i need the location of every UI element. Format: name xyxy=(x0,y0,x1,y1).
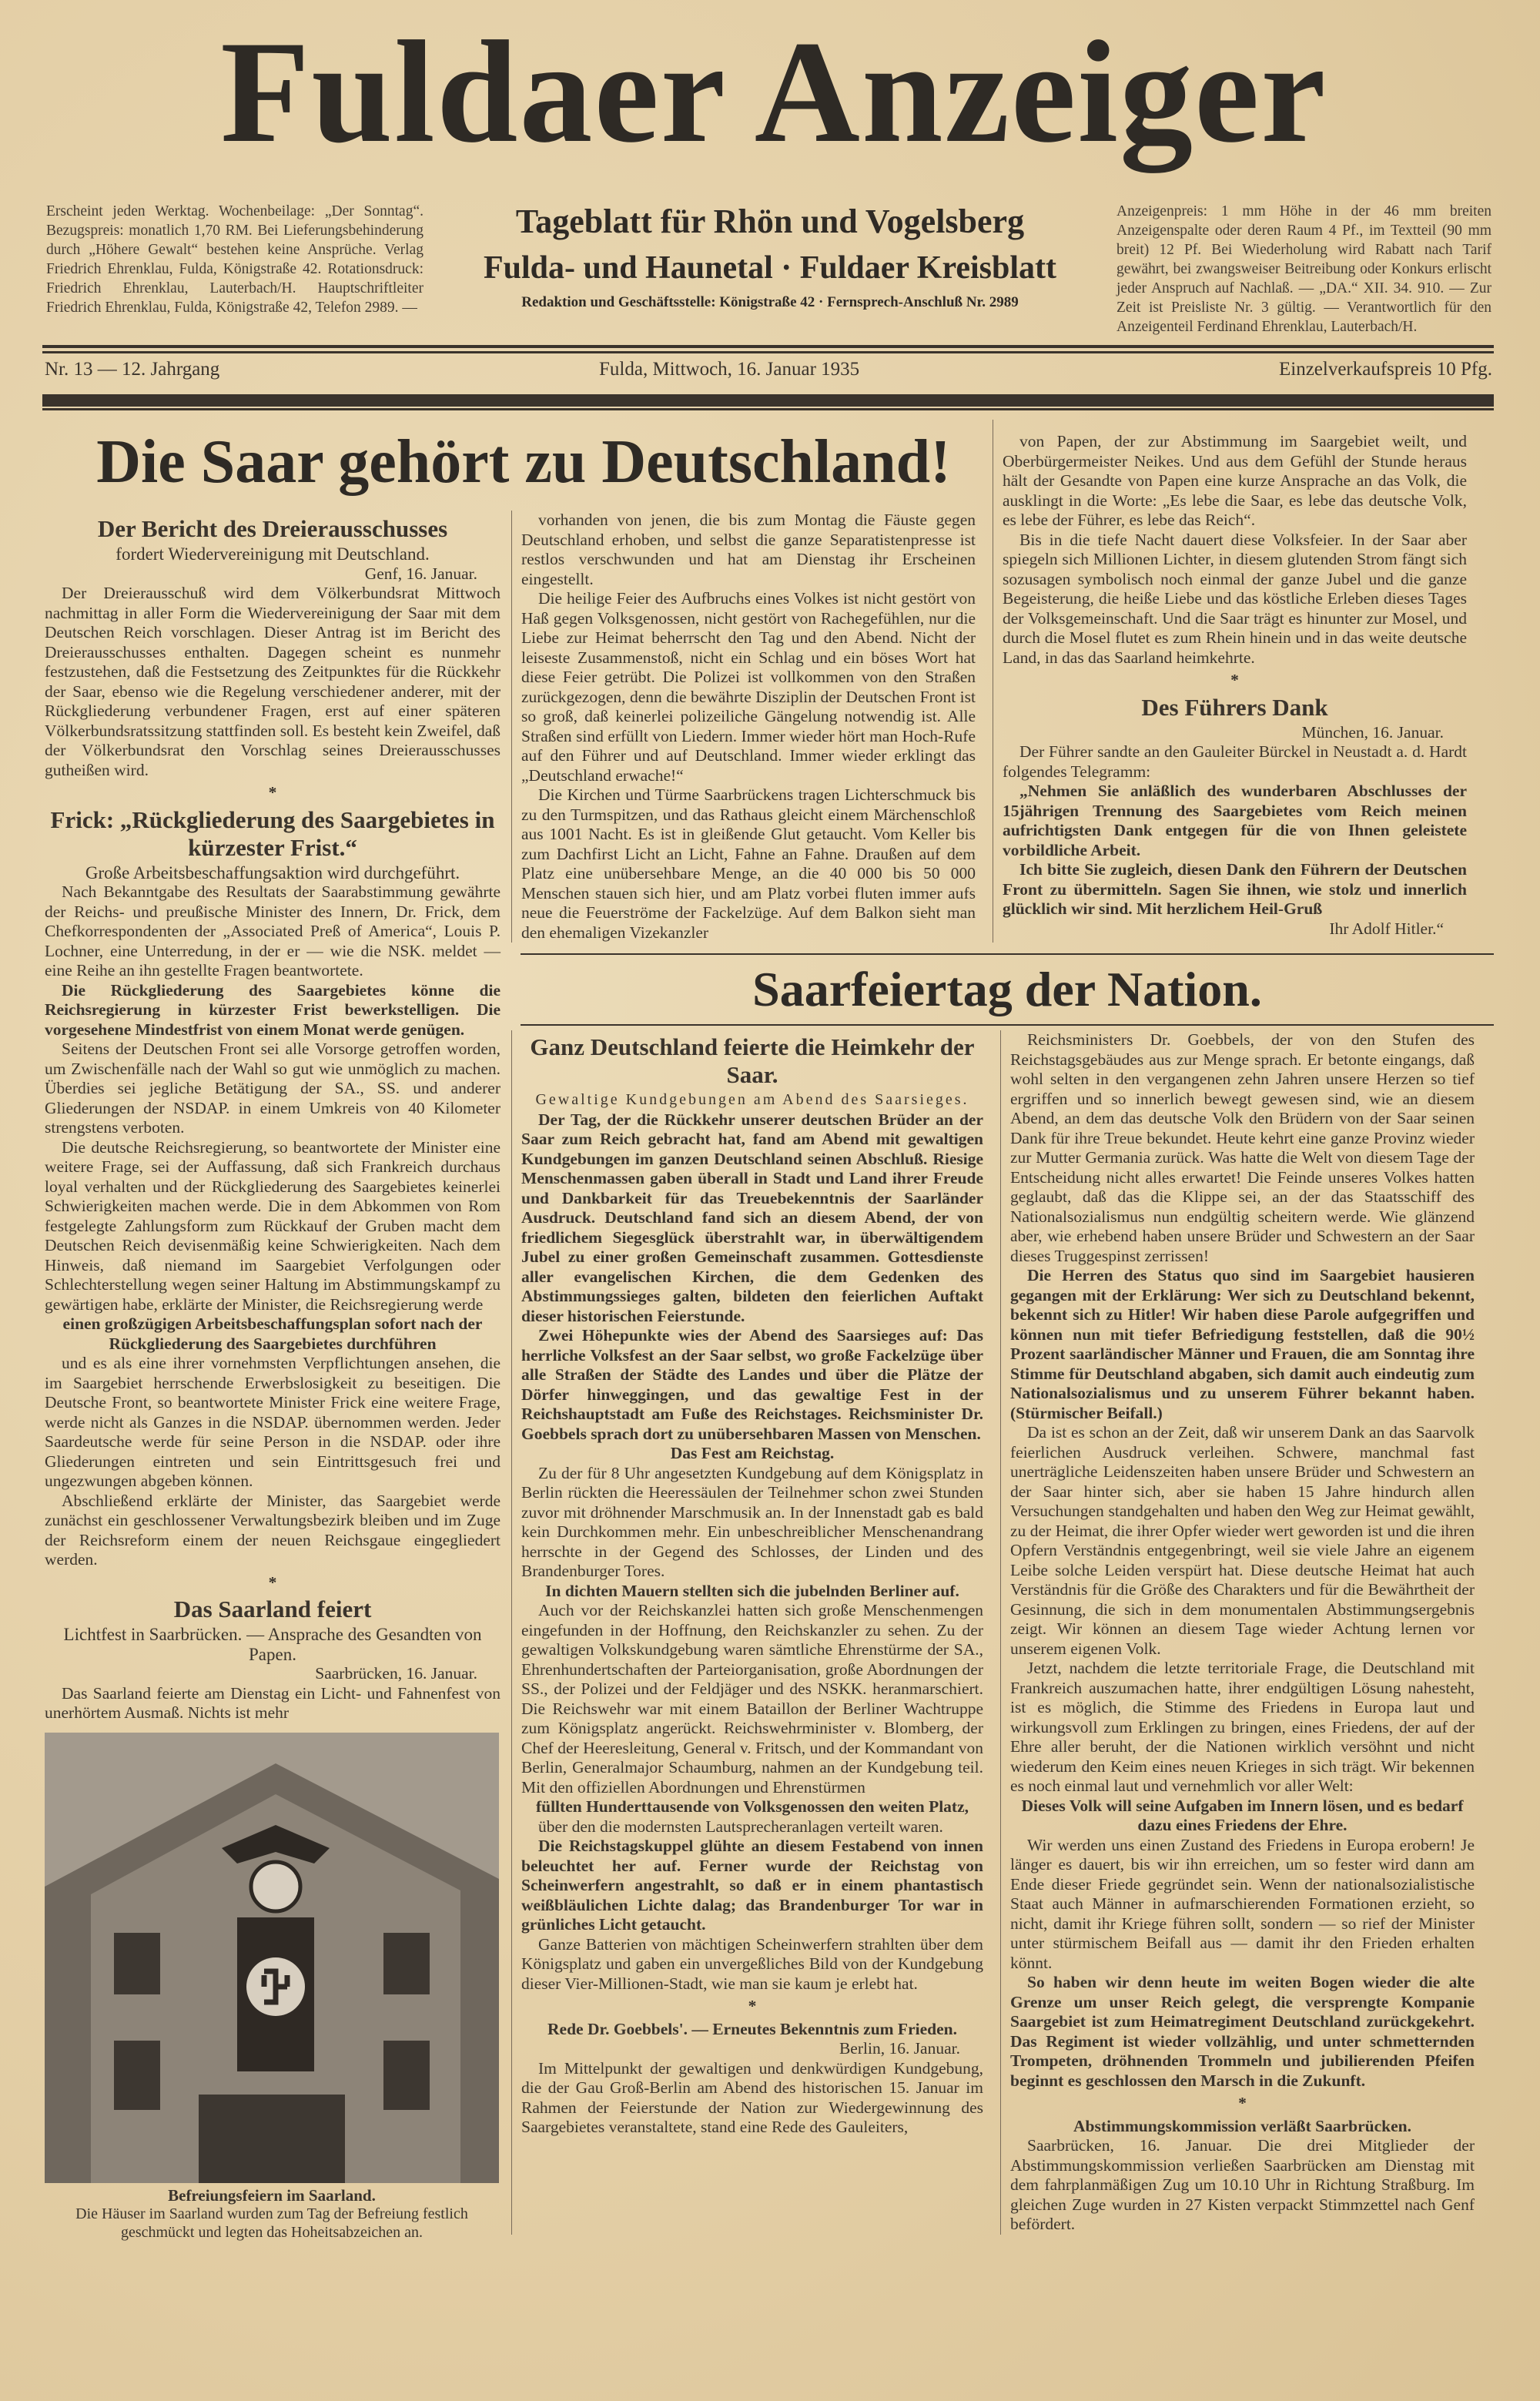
left-column-area xyxy=(45,512,500,2242)
article-paragraph: Abschließend erklärte der Minister, das Saargebiet werde zunächst ein geschlossener Verwaltungsbezirk bleiben und im Zuge der Reichsreform einem der neuen Reichsgaue eingegliedert werden. xyxy=(45,1491,500,1569)
article-column-right-top xyxy=(993,420,1467,943)
article-paragraph: Zu der für 8 Uhr angesetzten Kundgebung auf dem Königsplatz in Berlin rückten die Heeressäulen der Teilnehmer schon zwei Stunden zuvor mit dröhnender Marschmusik an. In der Innenstadt gab es bald kein Durchkommen mehr. Ein unbeschreiblicher Menschenandrang herrschte in der Gegend des Schlosses, der Linden und des Brandenburger Tores. xyxy=(521,1463,983,1580)
article-column-left xyxy=(45,512,500,1723)
article-emphasis-line: Das Fest am Reichstag. xyxy=(670,1444,835,1462)
article-dateline: Saarbrücken, 16. Januar. xyxy=(315,1664,477,1683)
masthead-subtitle xyxy=(431,199,1109,314)
article-subheading: Große Arbeitsbeschaffungsaktion wird durchgeführt. xyxy=(85,862,460,882)
section-separator: * xyxy=(268,1572,277,1592)
article-paragraph: Nach Bekanntgabe des Resultats der Saarabstimmung gewährte der Reichs- und preußische Minister des Innern, Dr. Frick, dem Chefkorrespondenten der „Associated Preß of America“, Louis P. Lochner, eine Unterredung, in der er — wie die NSK. meldet — eine Reihe an ihn gestellte Fragen beantwortete. xyxy=(45,882,500,979)
article-paragraph: von Papen, der zur Abstimmung im Saargebiet weilt, und Oberbürgermeister Neikes. Und aus dem Gefühl der Stunde heraus hält der Gesandte von Papen eine kurze Ansprache an das Volk, die ausklingt in die Worte: „Es lebe die Saar, es lebe das deutsche Volk, es lebe der Führer, es lebe das Reich“. xyxy=(1003,432,1467,529)
divider xyxy=(42,408,1494,410)
article-paragraph: Die deutsche Reichsregierung, so beantwortete der Minister eine weitere Frage, sei der Auffassung, daß sich Frankreich durchaus loyal verhalten und der Rückgliederung des Saargebietes keinerlei Schwierigkeiten machen werde. Die in dem Abkommen von Rom festgelegte Zahlungsform zum Rückkauf der Gruben macht dem Deutschen Reich devisenmäßig keine Schwierigkeiten. Nach dem Hinweis, daß niemand im Saargebiet Verfolgungen oder Schlechterstellung wegen seiner Haltung im Abstimmungskampf zu gewärtigen habe, erklärte der Minister, die Reichsregierung werde xyxy=(45,1137,500,1314)
article-subheading: Gewaltige Kundgebungen am Abend des Saarsieges. xyxy=(535,1091,969,1108)
article-headline: Der Bericht des Dreierausschusses xyxy=(97,515,448,542)
publisher-info: Erscheint jeden Werktag. Wochenbeilage: „Der Sonntag“. Bezugspreis: monatlich 1,70 RM. Bei Lieferungsbehinderung durch „Höhere Gewalt“ bestehen keine Ansprüche. Verlag Friedrich Ehrenklau, Fulda, Königstraße 42. Rotationsdruck: Friedrich Ehrenklau, Lauterbach/H. Hauptschriftleiter Friedrich Ehrenklau, Fulda, Königstraße 42, Telefon 2989. — xyxy=(46,203,424,316)
article-paragraph: Die Kirchen und Türme Saarbrückens tragen Lichterschmuck bis zu den Turmspitzen, und das Rathaus gleicht einem Märchenschloß aus 1001 Nacht. Es ist in gleißende Glut getaucht. Vom Keller bis zum Dachfirst Licht an Licht, Fahne an Fahne. Draußen auf dem Platz eine unübersehbare Menge, an die 40 000 bis 50 000 Menschen stauen sich hier, und am Platz vorbei fluten immer aufs neue die Feuerströme der Fackelzüge. Auf dem Balkon sieht man den ehemaligen Vizekanzler xyxy=(521,785,976,942)
article-headline: Das Saarland feiert xyxy=(173,1596,372,1622)
article-paragraph-bold: Die Reichstagskuppel glühte an diesem Festabend von innen beleuchtet her auf. Ferner wurde der Reichstag von Scheinwerfern angestrahlt, so daß er in einem phantastisch weißbläulichen Lichte dalag; das Brandenburger Tor war in grünliches Licht getaucht. xyxy=(521,1837,983,1934)
article-subheading: Lichtfest in Saarbrücken. — Ansprache des Gesandten von Papen. xyxy=(63,1625,482,1664)
article-headline: Frick: „Rückgliederung des Saargebietes in kürzester Frist.“ xyxy=(50,805,495,861)
subtitle-line-2: Fulda- und Haunetal · Fuldaer Kreisblatt xyxy=(483,250,1057,286)
newspaper-masthead: Fuldaer Anzeiger xyxy=(220,12,1327,173)
article-paragraph-bold: Die Rückgliederung des Saargebietes könne die Reichsregierung in kürzester Frist bewerkstelligen. Die vorgesehene Mindestfrist von einem Monat werde genügen. xyxy=(45,980,500,1039)
secondary-headline: Saarfeiertag der Nation. xyxy=(752,962,1262,1016)
article-headline: Ganz Deutschland feierte die Heimkehr der Saar. xyxy=(530,1033,975,1088)
section-separator: * xyxy=(268,783,277,802)
article-emphasis-line: Dieses Volk will seine Aufgaben im Innern lösen, und es bedarf dazu eines Friedens der Ehre. xyxy=(1021,1796,1464,1834)
right-columns-area xyxy=(511,420,1494,2235)
article-emphasis-line: Abstimmungskommission verläßt Saarbrücken. xyxy=(1073,2116,1411,2135)
article-paragraph: Der Führer sandte an den Gauleiter Bürckel in Neustadt a. d. Hardt folgendes Telegramm: xyxy=(1003,742,1467,781)
article-dateline: Berlin, 16. Januar. xyxy=(839,2039,960,2058)
article-column-middle-bottom xyxy=(511,1030,993,2235)
article-dateline: München, 16. Januar. xyxy=(1301,722,1444,742)
dateline xyxy=(45,359,1492,385)
building-with-flags-image xyxy=(45,1733,499,2183)
article-paragraph-bold: Ich bitte Sie zugleich, diesen Dank den Führern der Deutschen Front zu übermitteln. Sagen Sie ihnen, wie stolz und innerlich glücklich wir sind. Mit herzlichem Heil-Gruß xyxy=(1003,860,1467,918)
photo-caption-title: Befreiungsfeiern im Saarland. xyxy=(168,2185,376,2205)
article-paragraph-bold: Der Tag, der die Rückkehr unserer deutschen Brüder an der Saar zum Reich gebracht hat, fand am Abend mit gewaltigen Kundgebungen im ganzen Deutschland seinen Abschluß. Riesige Menschenmassen gaben überall in Stadt und Land ihrer Freude und Dankbarkeit für das Treuebekenntnis der Saarländer Ausdruck. Deutschland fand sich an diesem Abend, der von friedlichem Siegesglück überstrahlt war, in überwältigendem Jubel zu einer großen Gemeinschaft zusammen. Gottesdienste aller evangelischen Kirchen, die dem Gedenken des Abstimmungssieges galten, bildeten den feierlichen Auftakt dieser historischen Feierstunde. xyxy=(521,1110,983,1325)
editorial-address: Redaktion und Geschäftsstelle: Königstraße 42 · Fernsprech-Anschluß Nr. 2989 xyxy=(521,294,1019,310)
article-dateline: Genf, 16. Januar. xyxy=(364,564,477,583)
article-paragraph: Saarbrücken, 16. Januar. Die drei Mitglieder der Abstimmungskommission verließen Saarbrücken am Dienstag mit dem fahrplanmäßigen Zug um 10.10 Uhr in Richtung Straßburg. Im gleichen Zuge wurden in 27 Kisten verpackt Stimmzettel nach Genf befördert. xyxy=(1010,2136,1475,2233)
secondary-headline-block xyxy=(521,953,1494,1026)
news-photo xyxy=(45,1733,499,2183)
article-headline: Des Führers Dank xyxy=(1141,693,1328,721)
article-paragraph: Ganze Batterien von mächtigen Scheinwerfern strahlten über dem Königsplatz und gaben ein unvergeßliches Bild von der Kundgebung dieser Vier-Millionen-Stadt, wie man sie kaum je erlebt hat. xyxy=(521,1934,983,1993)
issue-price: Einzelverkaufspreis 10 Pfg. xyxy=(1278,359,1492,380)
divider xyxy=(42,345,1494,348)
article-emphasis-line: In dichten Mauern stellten sich die jubelnden Berliner auf. xyxy=(545,1581,959,1600)
divider xyxy=(42,351,1494,353)
article-paragraph: Wir werden uns einen Zustand des Friedens in Europa erobern! Je länger es dauert, bis wir ihn erreichen, um so fester wird dann am Ende dieser Friede gegründet sein. Wenn der nationalsozialistische Staat auch Männer in aufmarschierenden Formationen erzieht, so nicht, damit ihr Kriege führen sollt, sondern — so rief der Minister unter stürmischem Beifall aus — damit ihr den Frieden erhalten könnt. xyxy=(1010,1835,1475,1972)
article-paragraph-bold: Die Herren des Status quo sind im Saargebiet hausieren gegangen mit der Erklärung: Wer sich zu Deutschland bekennt, bekennt sich zu Hitler! Wir haben diese Parole aufgegriffen und können nun mit tiefer Befriedigung feststellen, daß die 90½ Prozent saarländischer Männer und Frauen, die am Sonntag ihre Stimme für Deutschland abgaben, sich damit auch eindeutig zum Nationalsozialismus und zu unserem Führer bekannt haben. (Stürmischer Beifall.) xyxy=(1010,1266,1475,1422)
article-paragraph-bold: So haben wir denn heute im weiten Bogen wieder die alte Grenze um unser Reich gelegt, die versprengte Kompanie Saargebiet ist zum Heimatregiment Deutschland zurückgekehrt. Das Regiment ist wieder vollzählig, und unter schmetternden Trompeten, dröhnenden Trommeln und jubilierenden Pfeifen beginnt es geschlossen den Marsch in die Zukunft. xyxy=(1010,1973,1475,2090)
article-paragraph: Der Dreierausschuß wird dem Völkerbundsrat Mittwoch nachmittag in aller Form die Wiedervereinigung der Saar mit dem Deutschen Reich vorschlagen. Dieser Antrag ist im Bericht des Dreierausschusses enthalten. Dagegen scheint es nunmehr festzustehen, daß die Festsetzung des Zeitpunktes für die Rückkehr der Saar, ebenso wie die Regelung verschiedener anderer, mit der Rückgliederung verbundener Fragen, erst auf einer späteren Völkerbundsratssitzung stattfinden soll. Es besteht kein Zweifel, daß der Völkerbundsrat den Vorschlag seines Dreierausschusses gutheißen wird. xyxy=(45,584,500,779)
article-paragraph-bold: „Nehmen Sie anläßlich des wunderbaren Abschlusses der 15jährigen Trennung des Saargebietes vom Reich meinen aufrichtigsten Dank entgegen für die von Ihnen geleistete vorbildliche Arbeit. xyxy=(1003,782,1467,859)
article-paragraph: Die heilige Feier des Aufbruchs eines Volkes ist nicht gestört von Haß gegen Volksgenossen, nicht gestört von Rachegefühlen, nur die Liebe zur Heimat beherrscht den Tag und den Abend. Nicht der leiseste Zusammenstoß, nicht ein Schlag und ein böses Wort hat diese Feier getrübt. Die Polizei ist vollkommen von den Straßen zurückgezogen, denn die bewährte Disziplin der Deutschen Front ist so groß, daß keinerlei polizeiliche Gängelung notwendig ist. Alle Straßen sind erfüllt von Liedern. Immer wieder hört man Hoch-Rufe auf den Führer und auf Deutschland. Immer wieder erklingt das „Deutschland erwache!“ xyxy=(521,589,976,785)
upper-columns xyxy=(511,420,1494,943)
subtitle-line-1: Tageblatt für Rhön und Vogelsberg xyxy=(515,203,1025,240)
main-headline: Die Saar gehört zu Deutschland! xyxy=(96,428,951,496)
issue-date: Fulda, Mittwoch, 16. Januar 1935 xyxy=(599,359,860,380)
section-separator: * xyxy=(1230,671,1239,689)
article-paragraph: Reichsministers Dr. Goebbels, der von den Stufen des Reichstagsgebäudes aus zur Menge sprach. Er betonte eingangs, daß wohl selten in den vergangenen zehn Jahren unsere Herzen so tief ergriffen und so innerlich bewegt gewesen sind, wie an diesem Abend, an dem das deutsche Volk den Brüdern von der Saar seinen Dank für ihre Treue bekundet. Heute kehrt eine ganze Provinz wieder zur Mutter Germania zurück. Was hatte die Welt von diesem Tage der Entscheidung nicht alles erwartet! Die Feinde unseres Volkes hatten geglaubt, daß das die Klippe sei, an der das Staatsschiff des Nationalsozialismus nun endgültig scheitern werde. Wie glänzend aber, wie erhebend haben unsere Brüder und Schwestern an der Saar dieses Truggespinst zerrissen! xyxy=(1010,1030,1475,1265)
article-column-right-bottom xyxy=(1000,1030,1475,2235)
article-paragraph: Das Saarland feierte am Dienstag ein Licht- und Fahnenfest von unerhörtem Ausmaß. Nichts ist mehr xyxy=(45,1683,500,1722)
article-paragraph: über den die modernsten Lautsprecheranlagen verteilt waren. xyxy=(538,1817,943,1836)
article-paragraph: vorhanden von jenen, die bis zum Montag die Fäuste gegen Deutschland erhoben, und selbst die ganze Separatistenpresse ist restlos verschwunden und hat am Dienstag ihr Erscheinen eingestellt. xyxy=(521,511,976,588)
article-paragraph: Bis in die tiefe Nacht dauert diese Volksfeier. In der Saar aber spiegeln sich Millionen Lichter, in diesem glutenden Strom fängt sich sozusagen symbolisch noch einmal der ganze Jubel und die ganze Begeisterung, die heiße Liebe und das köstliche Erleben dieses Tages der Volksgemeinschaft. Und die Saar trägt es hinunter zur Mosel, und durch die Mosel flutet es zum Rhein hinein und in das weite deutsche Land, in das das Saarland heimkehrte. xyxy=(1003,530,1467,667)
article-emphasis-line: füllten Hunderttausende von Volksgenossen den weiten Platz, xyxy=(535,1797,969,1816)
divider xyxy=(42,394,1494,407)
article-paragraph: Auch vor der Reichskanzlei hatten sich große Menschenmengen eingefunden in der Hoffnung, den Reichskanzler zu sehen. Zu der gewaltigen Volkskundgebung waren sämtliche Ehrenstürme der SA., Ehrenhundertschaften der Parteiorganisation, große Abordnungen der SS., der Polizei und der Feldjäger und des NSKK. heranmarschiert. Die Reichswehr war mit einem Bataillon der Berliner Wachtruppe zum Königsplatz angerückt. Reichswehrminister v. Blomberg, der Chef der Heeresleitung, General v. Fritsch, und der Kommandant von Berlin, Generalmajor Schaumburg, nahmen an der Kundgebung teil. Mit den offiziellen Abordnungen und Ehrenstürmen xyxy=(521,1601,983,1797)
article-paragraph: Seitens der Deutschen Front sei alle Vorsorge getroffen worden, um Zwischenfälle nach der Wahl so gut wie unmöglich zu machen. Überdies sei jegliche Betätigung der SA., SS. und anderer Gliederungen der NSDAP. in einem Umkreis von 40 Kilometer strengstens verboten. xyxy=(45,1040,500,1137)
article-emphasis-line: Rede Dr. Goebbels'. — Erneutes Bekenntnis zum Frieden. xyxy=(547,2019,957,2038)
lower-columns xyxy=(511,1030,1494,2235)
article-paragraph-bold: Zwei Höhepunkte wies der Abend des Saarsieges auf: Das herrliche Volksfest an der Saar selbst, wo große Fackelzüge über alle Straßen der Städte des Landes und über die Plätze der Dörfer hinweggingen, und das gewaltige Fest in der Reichshauptstadt am Fuße des Reichstages. Reichsminister Dr. Goebbels sprach dort zu unübersehbaren Massen von Menschen. xyxy=(521,1326,983,1443)
article-column-middle-top xyxy=(511,511,985,943)
article-paragraph: Im Mittelpunkt der gewaltigen und denkwürdigen Kundgebung, die der Gau Groß-Berlin am Abend des historischen 15. Januar im Rahmen der Feierstunde der Nation zur Wiedergewinnung des Saargebietes veranstaltete, stand eine Rede des Gauleiters, xyxy=(521,2058,983,2136)
article-paragraph: und es als eine ihrer vornehmsten Verpflichtungen ansehen, die im Saargebiet herrschende Erwerbslosigkeit zu beseitigen. Die Deutsche Front, so beantwortete Minister Frick eine weitere Frage, werde nicht als Ganzes in die NSDAP. übernommen werden. Jeder Saardeutsche werde für seine Person in die NSDAP. oder ihre Gliederungen eintreten und sein Eintrittsgesuch frei und ungezwungen abgeben können. xyxy=(45,1354,500,1490)
article-emphasis-line: einen großzügigen Arbeitsbeschaffungsplan sofort nach der Rückgliederung des Saargebietes durchführen xyxy=(62,1314,483,1353)
photo-caption xyxy=(45,2186,499,2242)
article-paragraph: Jetzt, nachdem die letzte territoriale Frage, die Deutschland mit Frankreich auszumachen hatte, ihrer endgültigen Lösung nahesteht, ist es möglich, die Stimme des Friedens in Europa laut und wirkungsvoll zum Erklingen zu bringen, eines Friedens, der auf der Ehre aller beruht, der die Nationen wirklich versöhnt und nicht wiederum den Keim eines neuen Krieges in sich trägt. Wir bekennen es noch einmal laut und vernehmlich vor aller Welt: xyxy=(1010,1659,1475,1795)
article-dateline: Ihr Adolf Hitler.“ xyxy=(1329,919,1444,938)
photo-caption-text: Die Häuser im Saarland wurden zum Tag der Befreiung festlich geschmückt und legten das Hoheitsabzeichen an. xyxy=(75,2205,468,2241)
section-separator: * xyxy=(1238,2094,1247,2112)
issue-number: Nr. 13 — 12. Jahrgang xyxy=(45,359,220,380)
article-paragraph: Da ist es schon an der Zeit, daß wir unserem Dank an das Saarvolk feierlichen Ausdruck verleihen. Schwere, manchmal fast unerträgliche Leidenszeiten haben unsere Brüder und Schwestern an der Saar hinter sich, aber sie haben 15 Jahre hindurch allen Versuchungen standgehalten und haben den Weg zur Heimat gewählt, zu der Heimat, die ihrer Opfer wieder wert geworden ist und die ihren Opfern Verständnis entgegenbringt, weil sie viele Jahre an eigenem Leibe solche Leiden verspürt hat. Diese deutsche Heimat hat auch Verständnis für die Größe des Charakters und für die Bewährtheit der Gesinnung, die sich in dem monumentalen Abstimmungsergebnis zeigt. Wir können an diesem Tage wieder Achtung lernen vor unserem eigenen Volk. xyxy=(1010,1423,1475,1658)
section-separator: * xyxy=(748,1997,757,2015)
advertising-info: Anzeigenpreis: 1 mm Höhe in der 46 mm breiten Anzeigenspalte oder deren Raum 4 Pf., im Textteil (90 mm breit) 12 Pf. Bei Wiederholung wird Rabatt nach Tarif gewährt, bei zwangsweiser Beitreibung oder Konkurs erlischt jeder Anspruch auf Nachlaß. — „DA.“ XII. 34. 910. — Zur Zeit ist Preisliste Nr. 3 gültig. — Verantwortlich für den Anzeigenteil Ferdinand Ehrenklau, Lauterbach/H. xyxy=(1116,203,1491,335)
article-subheading: fordert Wiedervereinigung mit Deutschland. xyxy=(116,544,430,564)
